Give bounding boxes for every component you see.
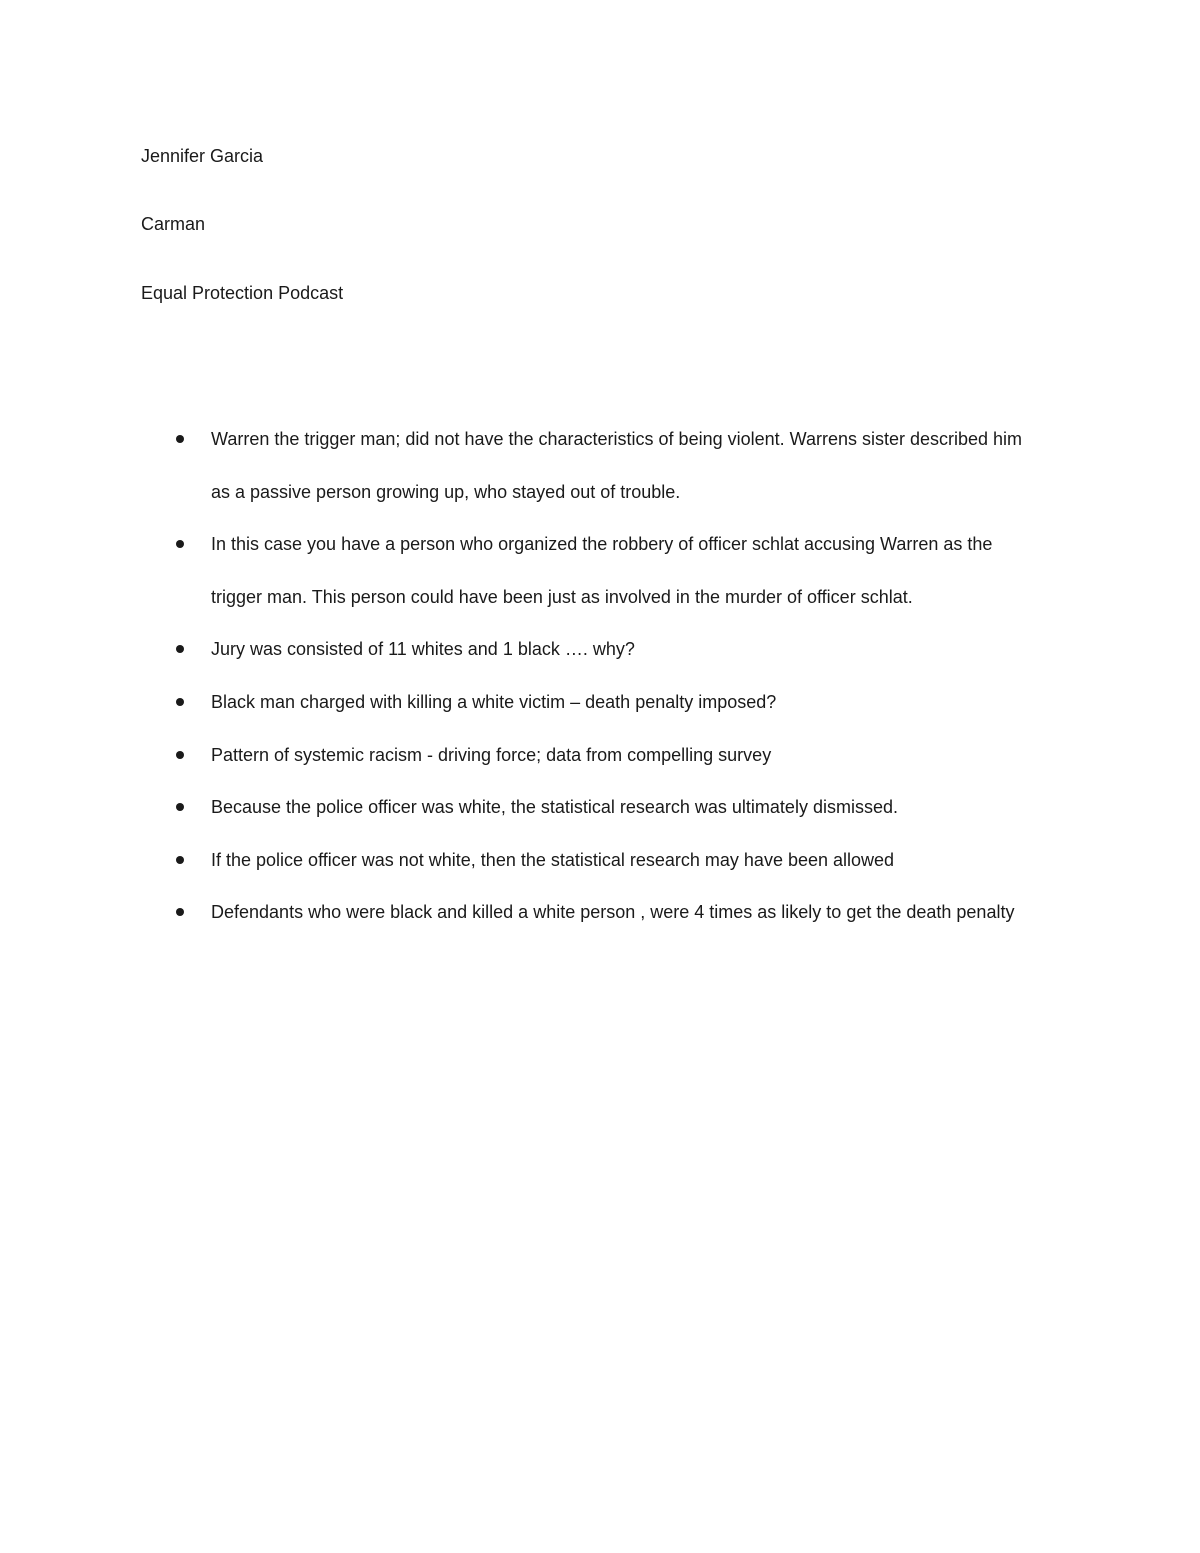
instructor-name: Carman [141,214,206,234]
list-item [0,886,1041,939]
list-item-text: If the police officer was not white, then the statistical research may have been allowed [211,849,895,870]
list-item-text: Warren the trigger man; did not have the characteristics of being violent. Warrens sister described him as a passive person growing up, who stayed out of trouble. [211,429,1023,502]
list-item-text: Defendants who were black and killed a white person , were 4 times as likely to get the death penalty [211,902,1015,923]
bullet-dot-icon [176,856,184,864]
list-item-text: In this case you have a person who organized the robbery of officer schlat accusing Warren as the trigger man. This person could have been just as involved in the murder of officer schlat. [211,534,993,607]
bullet-dot-icon [176,435,184,443]
document-title: Equal Protection Podcast [141,283,344,303]
list-item [0,413,1041,518]
bullet-list [0,413,1200,939]
list-item-text: Black man charged with killing a white victim – death penalty imposed? [211,691,777,712]
list-item-text: Jury was consisted of 11 whites and 1 black …. why? [211,639,635,660]
list-item [0,676,1041,729]
bullet-dot-icon [176,803,184,811]
list-item [0,781,1041,834]
list-item-text: Pattern of systemic racism - driving force; data from compelling survey [211,744,772,765]
bullet-dot-icon [176,698,184,706]
bullet-dot-icon [176,908,184,916]
list-item-text: Because the police officer was white, the statistical research was ultimately dismissed. [211,797,898,818]
bullet-dot-icon [176,540,184,548]
list-item [0,518,1041,623]
list-item [0,729,1041,782]
bullet-dot-icon [176,751,184,759]
list-item [0,623,1041,676]
list-item [0,834,1041,887]
author-name: Jennifer Garcia [141,146,264,166]
bullet-dot-icon [176,645,184,653]
